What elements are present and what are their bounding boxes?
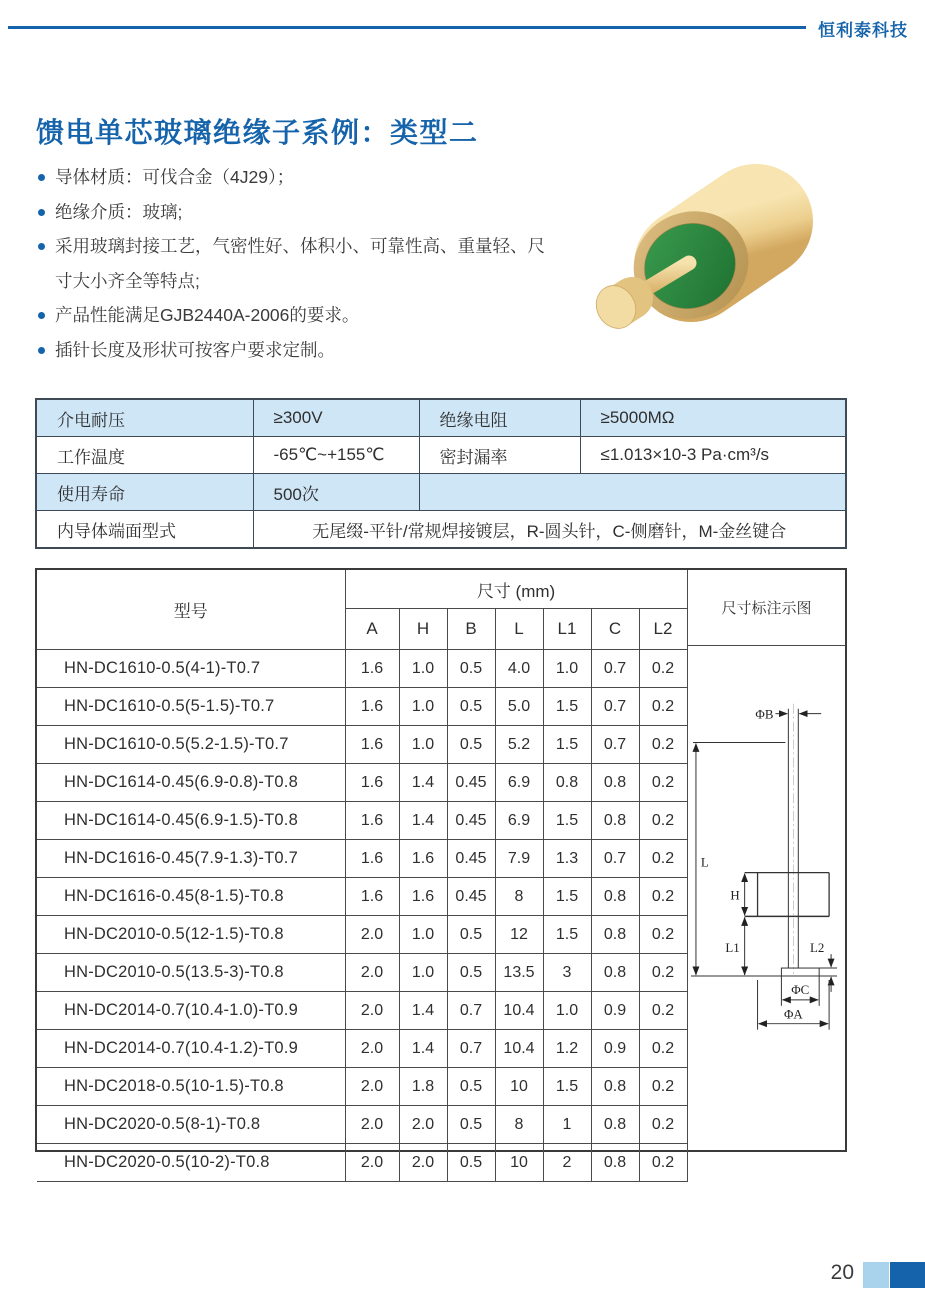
dim-cell: 0.45 [447,764,495,802]
feature-text: 绝缘介质：玻璃; [55,201,183,222]
dim-cell: 0.9 [591,992,639,1030]
dim-cell: 10.4 [495,992,543,1030]
dim-cell: 4.0 [495,650,543,688]
dim-label-H: H [730,887,740,903]
dim-cell: 10.4 [495,1030,543,1068]
dim-cell: 1.4 [399,764,447,802]
dimension-table [35,568,847,1171]
table-row [37,802,687,840]
dim-cell: 0.8 [591,802,639,840]
dim-cell: 0.2 [639,802,687,840]
diagram-header: 尺寸标注示图 [688,570,845,646]
feature-list [38,160,562,367]
spec-value: ≤1.013×10-3 Pa·cm³/s [580,437,846,474]
dim-cell: 0.2 [639,1030,687,1068]
spec-label: 密封漏率 [419,437,580,474]
dim-cell: 0.8 [591,916,639,954]
spec-label: 绝缘电阻 [419,399,580,437]
dim-cell: 1.6 [345,764,399,802]
dim-cell: 0.8 [591,878,639,916]
dim-cell: 0.2 [639,688,687,726]
dim-cell: 0.5 [447,688,495,726]
dim-cell: 1.5 [543,726,591,764]
dim-cell: 6.9 [495,802,543,840]
table-row [37,992,687,1030]
dim-cell: 1.5 [543,688,591,726]
model-cell: HN-DC2010-0.5(12-1.5)-T0.8 [37,916,345,954]
dim-cell: 2.0 [345,992,399,1030]
dim-cell: 0.5 [447,1144,495,1182]
dim-cell: 0.7 [447,1030,495,1068]
dim-label-L: L [700,854,709,870]
dim-cell: 1.2 [543,1030,591,1068]
dim-cell: 2.0 [399,1106,447,1144]
model-column-header: 型号 [37,570,345,650]
model-cell: HN-DC1610-0.5(4-1)-T0.7 [37,650,345,688]
dim-cell: 1.0 [399,916,447,954]
model-cell: HN-DC1614-0.45(6.9-1.5)-T0.8 [37,802,345,840]
feature-text: 产品性能满足GJB2440A-2006的要求。 [55,305,360,325]
dim-cell: 1.6 [345,840,399,878]
bullet-icon [38,312,45,319]
dim-cell: 0.2 [639,992,687,1030]
header-rule [8,26,806,29]
dim-column-header: L2 [639,609,687,650]
table-row [37,954,687,992]
table-row [37,650,687,688]
dim-cell: 1.4 [399,802,447,840]
dim-cell: 0.5 [447,1106,495,1144]
model-cell: HN-DC1614-0.45(6.9-0.8)-T0.8 [37,764,345,802]
model-cell: HN-DC2018-0.5(10-1.5)-T0.8 [37,1068,345,1106]
dim-cell: 0.7 [447,992,495,1030]
dim-cell: 1.6 [345,802,399,840]
dim-cell: 3 [543,954,591,992]
feature-item [38,333,562,368]
footer-dark-square [890,1262,925,1288]
dim-cell: 1.5 [543,878,591,916]
dim-label-phiC: ΦC [791,981,810,997]
dim-cell: 0.8 [543,764,591,802]
footer-light-square [863,1262,889,1288]
dim-cell: 5.2 [495,726,543,764]
dim-cell: 2.0 [345,954,399,992]
dim-label-L2: L2 [810,940,825,956]
model-cell: HN-DC1610-0.5(5-1.5)-T0.7 [37,688,345,726]
table-row [37,1106,687,1144]
dim-cell: 0.2 [639,916,687,954]
dim-cell: 1.5 [543,916,591,954]
feature-text: 采用玻璃封接工艺，气密性好、体积小、可靠性高、重量轻、尺寸大小齐全等特点; [55,236,545,291]
dim-cell: 0.7 [591,650,639,688]
spec-value: ≥5000MΩ [580,399,846,437]
dim-cell: 0.2 [639,1068,687,1106]
model-cell: HN-DC1616-0.45(8-1.5)-T0.8 [37,878,345,916]
dim-cell: 0.8 [591,1144,639,1182]
specs-row [36,511,846,549]
dim-cell: 0.45 [447,802,495,840]
model-cell: HN-DC2014-0.7(10.4-1.0)-T0.9 [37,992,345,1030]
model-cell: HN-DC1610-0.5(5.2-1.5)-T0.7 [37,726,345,764]
dim-cell: 0.2 [639,764,687,802]
dim-cell: 8 [495,1106,543,1144]
dim-cell: 0.5 [447,726,495,764]
dim-cell: 7.9 [495,840,543,878]
bullet-icon [38,174,45,181]
dim-column-header: L1 [543,609,591,650]
dim-table-body [37,650,687,1182]
dim-cell: 0.5 [447,954,495,992]
dim-cell: 0.2 [639,878,687,916]
dim-cell: 1.5 [543,802,591,840]
dim-cell: 0.2 [639,1106,687,1144]
dim-cell: 0.8 [591,1068,639,1106]
table-row [37,726,687,764]
dim-cell: 2.0 [345,1030,399,1068]
dim-cell: 1.6 [345,650,399,688]
dimension-group-header: 尺寸 (mm) [345,570,687,609]
table-row [37,688,687,726]
dim-column-header: B [447,609,495,650]
dim-cell: 5.0 [495,688,543,726]
table-row [37,878,687,916]
page-title: 馈电单芯玻璃绝缘子系例：类型二 [36,116,479,148]
dimension-drawing [688,646,845,1147]
dim-cell: 1.6 [345,726,399,764]
model-cell: HN-DC2020-0.5(8-1)-T0.8 [37,1106,345,1144]
specs-row [36,474,846,511]
product-image [575,155,895,365]
table-row [37,1144,687,1182]
dim-cell: 1.8 [399,1068,447,1106]
dim-cell: 10 [495,1068,543,1106]
dim-cell: 0.7 [591,840,639,878]
dim-cell: 1.0 [399,726,447,764]
table-row [37,916,687,954]
dim-cell: 1.0 [399,650,447,688]
spec-value: 500次 [253,474,419,511]
dim-label-L1: L1 [725,940,740,956]
dim-cell: 0.45 [447,878,495,916]
dim-cell: 10 [495,1144,543,1182]
dim-cell: 6.9 [495,764,543,802]
dim-cell: 1.4 [399,992,447,1030]
bullet-icon [38,243,45,250]
dim-cell: 0.5 [447,916,495,954]
dim-cell: 0.2 [639,1144,687,1182]
dim-cell: 0.2 [639,650,687,688]
dim-cell: 1.3 [543,840,591,878]
dim-column-header: H [399,609,447,650]
model-cell: HN-DC2010-0.5(13.5-3)-T0.8 [37,954,345,992]
table-row [37,764,687,802]
feature-item [38,160,562,195]
dim-cell: 2.0 [345,1068,399,1106]
model-cell: HN-DC2014-0.7(10.4-1.2)-T0.9 [37,1030,345,1068]
dim-cell: 0.9 [591,1030,639,1068]
feature-item [38,195,562,230]
model-cell: HN-DC2020-0.5(10-2)-T0.8 [37,1144,345,1182]
dim-cell: 2.0 [345,1106,399,1144]
dim-cell: 1.6 [399,840,447,878]
dim-cell: 0.5 [447,1068,495,1106]
dim-cell: 8 [495,878,543,916]
spec-value: ≥300V [253,399,419,437]
spec-label: 内导体端面型式 [36,511,253,549]
company-name: 恒利泰科技 [818,21,908,40]
page-number: 20 [830,1261,854,1284]
specs-row [36,399,846,437]
dim-cell: 1.6 [399,878,447,916]
table-row [37,1068,687,1106]
dim-cell: 0.2 [639,840,687,878]
specs-row [36,437,846,474]
dim-cell: 1.0 [543,650,591,688]
dim-cell: 13.5 [495,954,543,992]
table-row [37,840,687,878]
dim-label-phiB: ΦB [755,706,774,722]
feature-text: 插针长度及形状可按客户要求定制。 [55,339,335,360]
dim-column-header: C [591,609,639,650]
dim-cell: 1.0 [399,954,447,992]
dimension-diagram-column [687,570,845,1150]
dim-column-header: A [345,609,399,650]
dim-cell: 1.4 [399,1030,447,1068]
dim-cell: 12 [495,916,543,954]
spec-value: 无尾缀-平针/常规焊接镀层，R-圆头针，C-侧磨针，M-金丝键合 [253,511,846,549]
dim-cell: 0.2 [639,954,687,992]
bullet-icon [38,209,45,216]
feature-item [38,298,562,333]
dim-cell: 0.7 [591,726,639,764]
dim-cell: 1.6 [345,878,399,916]
dim-cell: 1.5 [543,1068,591,1106]
dim-cell: 2 [543,1144,591,1182]
dim-cell: 1.0 [543,992,591,1030]
feature-text: 导体材质：可伐合金（4J29）； [55,167,295,187]
spec-empty-cell [419,474,846,511]
bullet-icon [38,347,45,354]
dim-cell: 0.45 [447,840,495,878]
pin-cap-outline [781,968,819,976]
specs-table [35,398,847,549]
dim-cell: 1.0 [399,688,447,726]
spec-label: 介电耐压 [36,399,253,437]
dim-cell: 0.7 [591,688,639,726]
dim-cell: 0.8 [591,764,639,802]
dim-cell: 2.0 [345,1144,399,1182]
feature-item [38,229,562,298]
spec-value: -65℃~+155℃ [253,437,419,474]
dim-cell: 2.0 [399,1144,447,1182]
dim-cell: 0.8 [591,954,639,992]
dim-cell: 2.0 [345,916,399,954]
dim-column-header: L [495,609,543,650]
spec-label: 工作温度 [36,437,253,474]
dim-cell: 0.8 [591,1106,639,1144]
dim-label-phiA: ΦA [783,1006,803,1022]
model-cell: HN-DC1616-0.45(7.9-1.3)-T0.7 [37,840,345,878]
dim-cell: 1 [543,1106,591,1144]
table-row [37,1030,687,1068]
dim-cell: 0.2 [639,726,687,764]
spec-label: 使用寿命 [36,474,253,511]
dim-cell: 1.6 [345,688,399,726]
dim-cell: 0.5 [447,650,495,688]
